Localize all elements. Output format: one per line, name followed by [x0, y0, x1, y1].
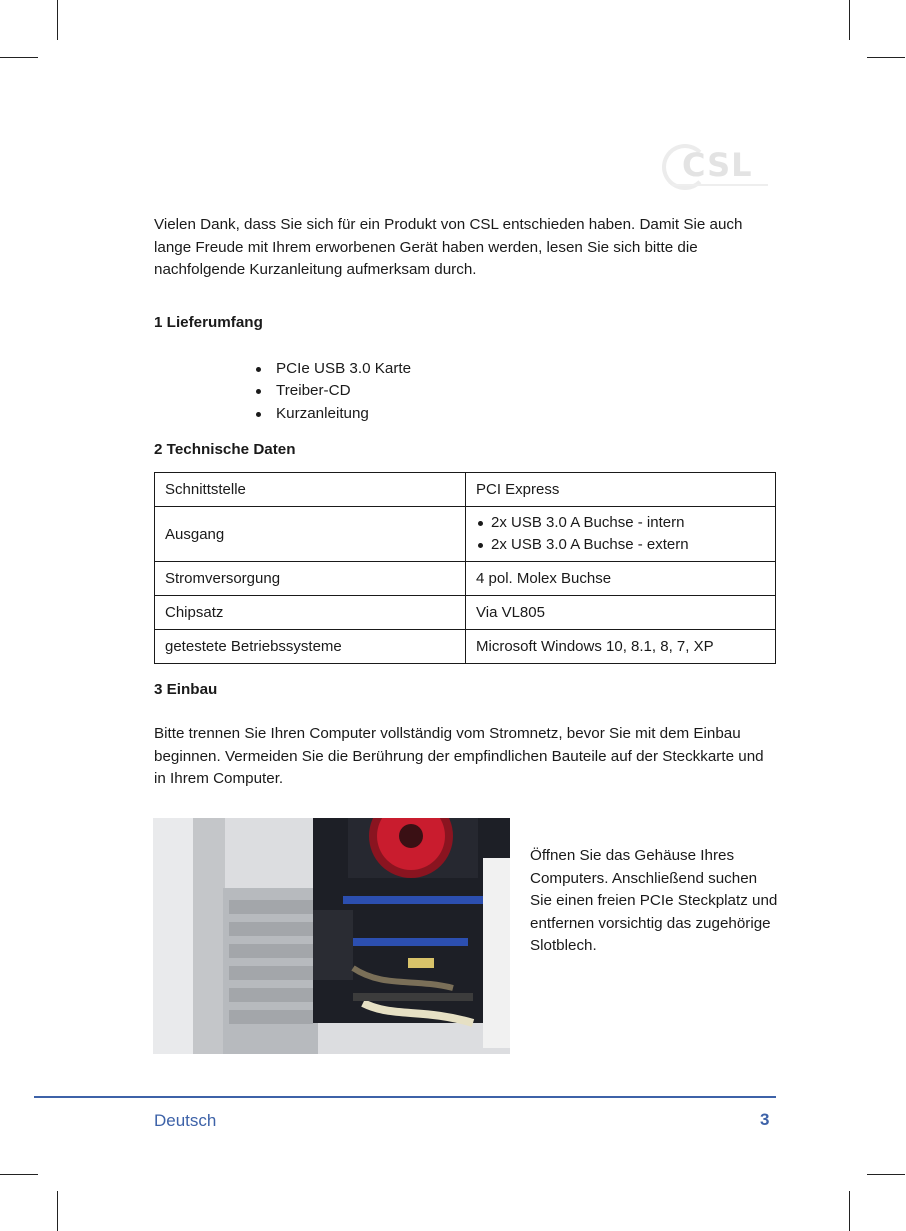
list-item: 2x USB 3.0 A Buchse - extern: [476, 534, 765, 556]
crop-mark: [0, 1174, 38, 1175]
list-item: Kurzanleitung: [254, 403, 411, 425]
einbau-paragraph: Bitte trennen Sie Ihren Computer vollständig vom Stromnetz, bevor Sie mit dem Einbau beginnen. Vermeiden Sie die Berührung der empfindlichen Bauteile auf der Steckkarte und in Ihrem Computer.: [154, 725, 764, 787]
crop-mark: [57, 0, 58, 40]
table-row: [155, 630, 776, 664]
spec-label: Chipsatz: [155, 596, 466, 630]
logo-text: CSL: [682, 146, 753, 184]
table-row: [155, 473, 776, 507]
crop-mark: [849, 1191, 850, 1231]
spec-value-list: [476, 512, 765, 556]
spec-value: Via VL805: [466, 596, 776, 630]
footer-language: Deutsch: [154, 1111, 217, 1130]
footer-rule: [34, 1096, 776, 1098]
crop-mark: [57, 1191, 58, 1231]
spec-value: Microsoft Windows 10, 8.1, 8, 7, XP: [466, 630, 776, 664]
spec-label: Schnittstelle: [155, 473, 466, 507]
crop-mark: [0, 57, 38, 58]
list-item: PCIe USB 3.0 Karte: [254, 358, 411, 380]
section-heading-technische-daten: 2 Technische Daten: [154, 441, 296, 458]
crop-mark: [867, 1174, 905, 1175]
crop-mark: [849, 0, 850, 40]
step-text: Öffnen Sie das Gehäuse Ihres Computers. Anschließend suchen Sie einen freien PCIe Steckplatz und entfernen vorsichtig das zugehörige Slotblech.: [530, 847, 778, 954]
crop-mark: [867, 57, 905, 58]
section-heading-lieferumfang: 1 Lieferumfang: [154, 314, 263, 331]
spec-label: Ausgang: [155, 507, 466, 562]
page-number: 3: [760, 1110, 770, 1129]
table-row: [155, 507, 776, 562]
csl-logo: [662, 140, 770, 192]
logo-underline: [672, 184, 768, 186]
list-item: 2x USB 3.0 A Buchse - intern: [476, 512, 765, 534]
spec-label: getestete Betriebssysteme: [155, 630, 466, 664]
table-row: [155, 562, 776, 596]
pc-case-photo: [153, 818, 510, 1054]
table-row: [155, 596, 776, 630]
spec-value: 4 pol. Molex Buchse: [466, 562, 776, 596]
spec-value: PCI Express: [466, 473, 776, 507]
section-heading-einbau: 3 Einbau: [154, 681, 218, 698]
list-item: Treiber-CD: [254, 380, 411, 402]
scope-list: [254, 358, 411, 425]
intro-paragraph: Vielen Dank, dass Sie sich für ein Produkt von CSL entschieden haben. Damit Sie auch lange Freude mit Ihrem erworbenen Gerät haben werden, lesen Sie sich bitte die nachfolgende Kurzanleitung aufmerksam durch.: [154, 216, 743, 278]
spec-label: Stromversorgung: [155, 562, 466, 596]
specs-table: [154, 472, 776, 664]
spec-value: [466, 507, 776, 562]
